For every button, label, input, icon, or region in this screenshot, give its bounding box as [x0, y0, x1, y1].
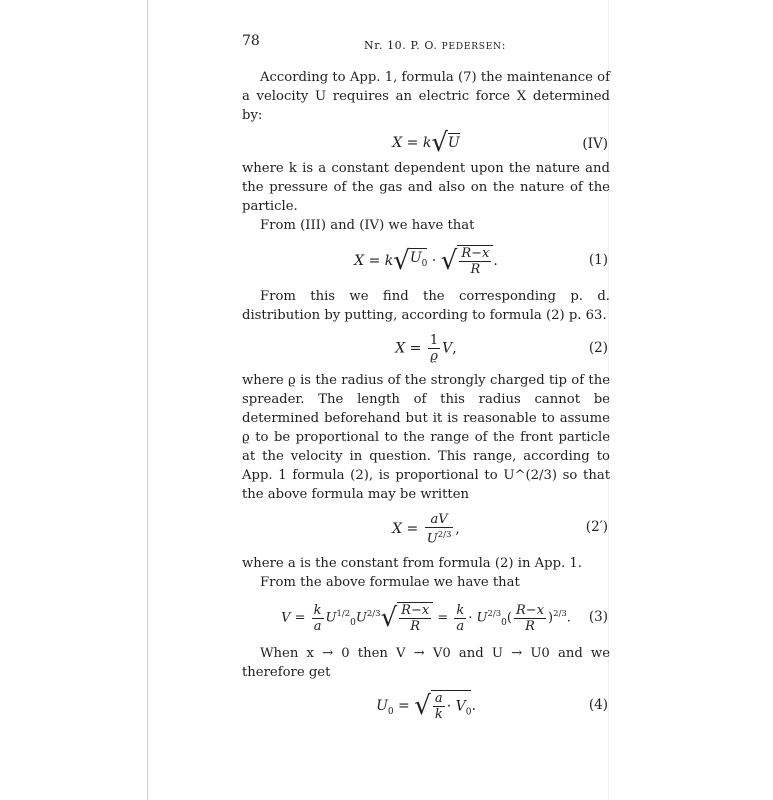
- equation-iv-label: (IV): [582, 136, 608, 152]
- scan-fold-line: [147, 0, 148, 800]
- paragraph-3: From (III) and (IV) we have that: [260, 218, 475, 233]
- equation-4-label: (4): [588, 697, 608, 713]
- equation-2-label: (2): [588, 340, 608, 356]
- equation-2-prime-body: X = $\frac{aV}{U^{2/3}}$ ,: [392, 512, 460, 547]
- equation-iv: [242, 125, 610, 159]
- equation-2-prime: [242, 504, 610, 554]
- paragraph-2: where k is a constant dependent upon the nature and the pressure of the gas and also on the nature of the particle.: [242, 161, 610, 214]
- page-number: 78: [242, 33, 260, 49]
- running-head-prefix: Nr. 10. P. O.: [364, 39, 442, 52]
- equation-4: [242, 682, 610, 732]
- paragraph-6: where a is the constant from formula (2) in App. 1.: [242, 556, 583, 571]
- running-head-suffix: :: [501, 39, 507, 52]
- page-header: [242, 28, 610, 52]
- paragraph-4: From this we find the corresponding p. d. distribution by putting, according to formula (2) p. 63.: [242, 289, 610, 323]
- paragraph-5: where ϱ is the radius of the strongly charged tip of the spreader. The length of this radius cannot be determined beforehand but it is reasonable to assume ϱ to be proportional to the range of the front particle at the velocity in question. This range, according to App. 1 formula (2), is proportional to U^(2/3) so that the above formula may be written: [242, 373, 610, 502]
- equation-2-body: X = $\frac{1}{ϱ}$ V,: [395, 333, 457, 364]
- equation-3-body: V = $\frac{k}{a}$ $U^{1/2}_0U^{2/3}√$ $\frac{R-x}{R}$ = $\frac{k}{a}$ · $U^{2/3}_0$( $\frac{R-x}{R}$ )$^{2/3}$.: [281, 602, 571, 634]
- equation-iv-body: X = k√U: [392, 128, 460, 158]
- running-head-name: PEDERSEN: [441, 42, 502, 52]
- paragraph-1: According to App. 1, formula (7) the maintenance of a velocity U requires an electric force X determined by:: [242, 70, 610, 123]
- book-page: [242, 28, 610, 732]
- equation-1: [242, 235, 610, 287]
- paragraph-8: When x → 0 then V → V0 and U → U0 and we therefore get: [242, 646, 610, 680]
- equation-3-label: (3): [588, 609, 608, 625]
- equation-2-prime-label: (2′): [585, 519, 608, 535]
- equation-1-body: $X = k√U_0$ · √ $\frac{R-x}{R}$ .: [354, 246, 498, 277]
- equation-2: [242, 325, 610, 371]
- paragraph-7: From the above formulae we have that: [260, 575, 520, 590]
- running-head: [364, 36, 506, 57]
- equation-3: [242, 592, 610, 644]
- equation-4-body: $U_0$ = √ $\frac{a}{k}$ · $V_0$.: [376, 691, 476, 722]
- equation-1-label: (1): [588, 252, 608, 268]
